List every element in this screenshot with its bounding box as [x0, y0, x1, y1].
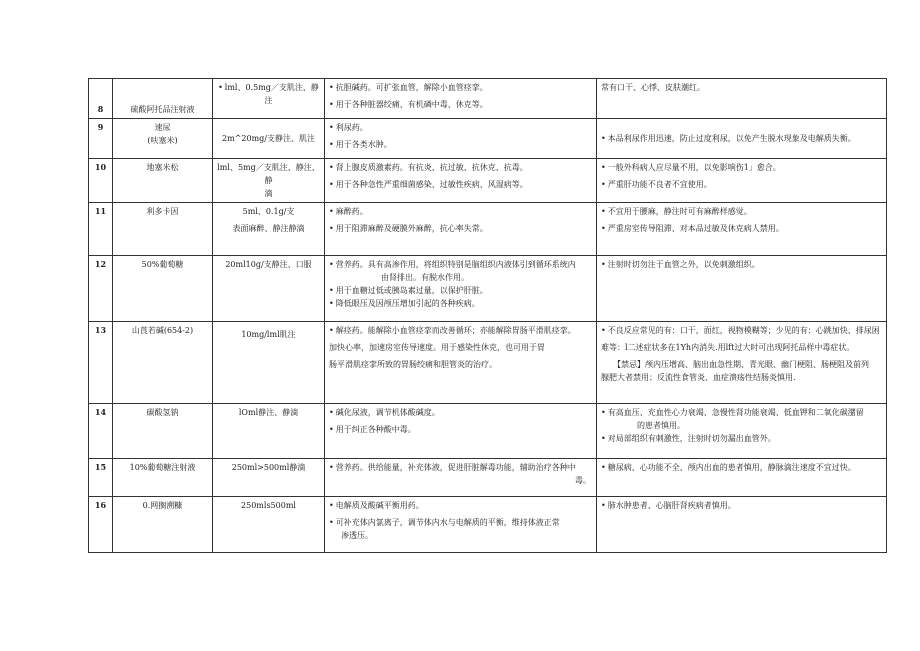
effect-line: 肠平滑肌痉挛所致的胃肠绞痛和胆管炎的治疗。 [329, 360, 497, 369]
dose-cell [213, 459, 325, 497]
dose-cell [213, 497, 325, 553]
effect-line: • 电解质及酸碱平衡用药。 [329, 499, 592, 512]
caution-line: 腺肥大者禁用；反流性食管炎、血症溃疡性结肠炎慎用. [601, 373, 796, 382]
dose-cell [213, 322, 325, 404]
row-number: 14 [89, 404, 113, 459]
dose-cell [213, 256, 325, 322]
caution-line: • 糖尿病、心功能不全、颅内出血的患者慎用，静脉滴注速度不宜过快。 [601, 461, 882, 474]
effect-line: • 可补充体内氯离子，调节体内水与电解质的平衡，维持体液正常 [329, 516, 592, 529]
effect-line: • 用于血糖过低或胰岛素过量，以保护肝脏。 [329, 284, 592, 297]
table-row [89, 159, 887, 203]
drug-name: 50%葡萄糖 [113, 256, 213, 322]
row-number: 11 [89, 203, 113, 256]
dose-line: 5ml、0.1g/支 [242, 207, 295, 216]
caution-line: 的患者慎用。 [637, 421, 685, 430]
effects-cell [325, 159, 597, 203]
dose-cell [213, 203, 325, 256]
caution-line: • 有高血压、充血性心力衰竭、急慢性肾功能衰竭、低血钾和二氧化碳潴留 [601, 406, 882, 419]
dose-line: 10mg/lml肌注 [241, 330, 296, 339]
cautions-cell [597, 203, 887, 256]
effect-line: • 抗胆碱药。可扩张血管，解除小血管痉挛。 [329, 81, 592, 94]
effect-line: • 解痉药。能解除小血管痉挛而改善循环；亦能解除胃肠平滑肌痉挛。 [329, 324, 592, 337]
effects-cell [325, 322, 597, 404]
table-row [89, 79, 887, 119]
table-row [89, 203, 887, 256]
cautions-cell [597, 459, 887, 497]
effect-line: • 利尿药。 [329, 121, 592, 134]
dose-line: 2m^20mg/支静注、肌注 [222, 134, 315, 143]
effect-line: • 营养药。供给能量，补充体液，促进肝脏解毒功能，辅助治疗各种中 [329, 461, 592, 474]
caution-line: • 本品利尿作用迅速，防止过度利尿，以免产生脱水现象及电解质失衡。 [601, 132, 882, 145]
effects-cell [325, 459, 597, 497]
effects-cell [325, 404, 597, 459]
dose-line: 表面麻醉、静注静滴 [232, 224, 305, 233]
dose-line: • lml、0.5mg／支肌注、静注 [217, 81, 320, 107]
drug-name: 碳酸氢钠 [113, 404, 213, 459]
dose-cell [213, 119, 325, 159]
effect-line: • 用于阻滞麻醉及硬膜外麻醉，抗心率失常。 [329, 222, 592, 235]
caution-line: 【禁忌】颅内压增高、脑出血急性期、青光眼、幽门梗阻、肠梗阻及前列 [613, 360, 869, 369]
dose-cell [213, 404, 325, 459]
effect-line: • 用于各种脏器绞痛、有机磷中毒、休克等。 [329, 98, 592, 111]
drug-name: 10%葡萄糖注射液 [113, 459, 213, 497]
table-row [89, 256, 887, 322]
table-row [89, 497, 887, 553]
caution-line: 常有口干、心悸、皮肤潮红。 [601, 83, 705, 92]
cautions-cell [597, 79, 887, 119]
effects-cell [325, 497, 597, 553]
table-row [89, 322, 887, 404]
cautions-cell [597, 159, 887, 203]
dose-line: lOml静注、静滴 [238, 408, 299, 417]
effect-line: • 麻醉药。 [329, 205, 592, 218]
cautions-cell [597, 256, 887, 322]
row-number: 16 [89, 497, 113, 553]
drug-name: 0.网搁溯糠 [113, 497, 213, 553]
effect-line: 渗透压。 [341, 531, 373, 540]
cautions-cell [597, 119, 887, 159]
effect-line: • 降低眼压及因颅压增加引起的各种疾病。 [329, 297, 592, 310]
dose-cell [213, 159, 325, 203]
drug-alias: (呋塞米) [147, 136, 178, 145]
drug-name: 地塞米松 [113, 159, 213, 203]
row-number: 8 [89, 79, 113, 119]
dose-line: lml、5mg／支肌注、静注、静 [217, 163, 320, 185]
drug-name: 速尿 [154, 123, 171, 132]
effect-line: • 用于纠正各种酸中毒。 [329, 423, 592, 436]
effect-line: 毒。 [575, 476, 591, 485]
row-number: 10 [89, 159, 113, 203]
effect-line: • 用于各类水肿。 [329, 138, 592, 151]
caution-line: 难等：l二述症状多在1Yh内消失.用lft过大时可出现阿托品样中毒症状。 [601, 343, 855, 352]
dose-line: 滴 [264, 189, 273, 198]
drug-name: 利多卡因 [113, 203, 213, 256]
row-number: 12 [89, 256, 113, 322]
cautions-cell [597, 404, 887, 459]
table-row [89, 459, 887, 497]
effect-line: • 碱化尿液，调节机体酸碱度。 [329, 406, 592, 419]
cautions-cell [597, 322, 887, 404]
caution-line: • 严重肝功能不良者不宜使用。 [601, 178, 882, 191]
caution-line: • 对局部组织有刺激性，注射时切勿漏出血管外。 [601, 432, 882, 445]
row-number: 15 [89, 459, 113, 497]
effects-cell [325, 79, 597, 119]
effect-line: • 肾上腺皮质激素药。有抗炎、抗过敏、抗休克、抗毒。 [329, 161, 592, 174]
dose-line: 250ml>500ml静滴 [231, 463, 306, 472]
caution-line: • 严重房室传导阻滞、对本品过敏及休克病人禁用。 [601, 222, 882, 235]
drug-table [88, 78, 887, 553]
table-row [89, 119, 887, 159]
effects-cell [325, 256, 597, 322]
drug-name: 山莨若碱(654-2) [113, 322, 213, 404]
drug-name: 硫酸阿托品注射液 [113, 79, 213, 119]
effect-line: 加快心率，加速房室传导速度。用于感染性休克，也可用于胃 [329, 343, 545, 352]
caution-line: • 肺水肿患者、心脑肝肾疾病者慎用。 [601, 499, 882, 512]
effect-line: • 营养药。具有高渗作用，将组织特别是脑组织内液体引到循环系统内 [329, 258, 592, 271]
effect-line: • 用于各种急性严重细菌感染、过敏性疾病、风湿病等。 [329, 178, 592, 191]
caution-line: • 注射时切勿注于血管之外，以免刺激组织。 [601, 258, 882, 271]
dose-line: 20ml10g/支静注、口服 [225, 260, 312, 269]
effects-cell [325, 119, 597, 159]
row-number: 13 [89, 322, 113, 404]
cautions-cell [597, 497, 887, 553]
caution-line: • 不宜用于腰麻，静注时可有麻醉样感觉。 [601, 205, 882, 218]
drug-name-cell [113, 119, 213, 159]
row-number: 9 [89, 119, 113, 159]
table-row [89, 404, 887, 459]
caution-line: • 不良反应常见的有：口干，面红，视物模糊等；少见的有：心跳加快、排尿困 [601, 324, 882, 337]
dose-line: 250mls500ml [241, 501, 296, 510]
dose-cell [213, 79, 325, 119]
caution-line: • 一般外科病人应尽量不用，以免影响伤1」愈合。 [601, 161, 882, 174]
effect-line: 由肾排出。有脱水作用。 [381, 273, 469, 282]
effects-cell [325, 203, 597, 256]
